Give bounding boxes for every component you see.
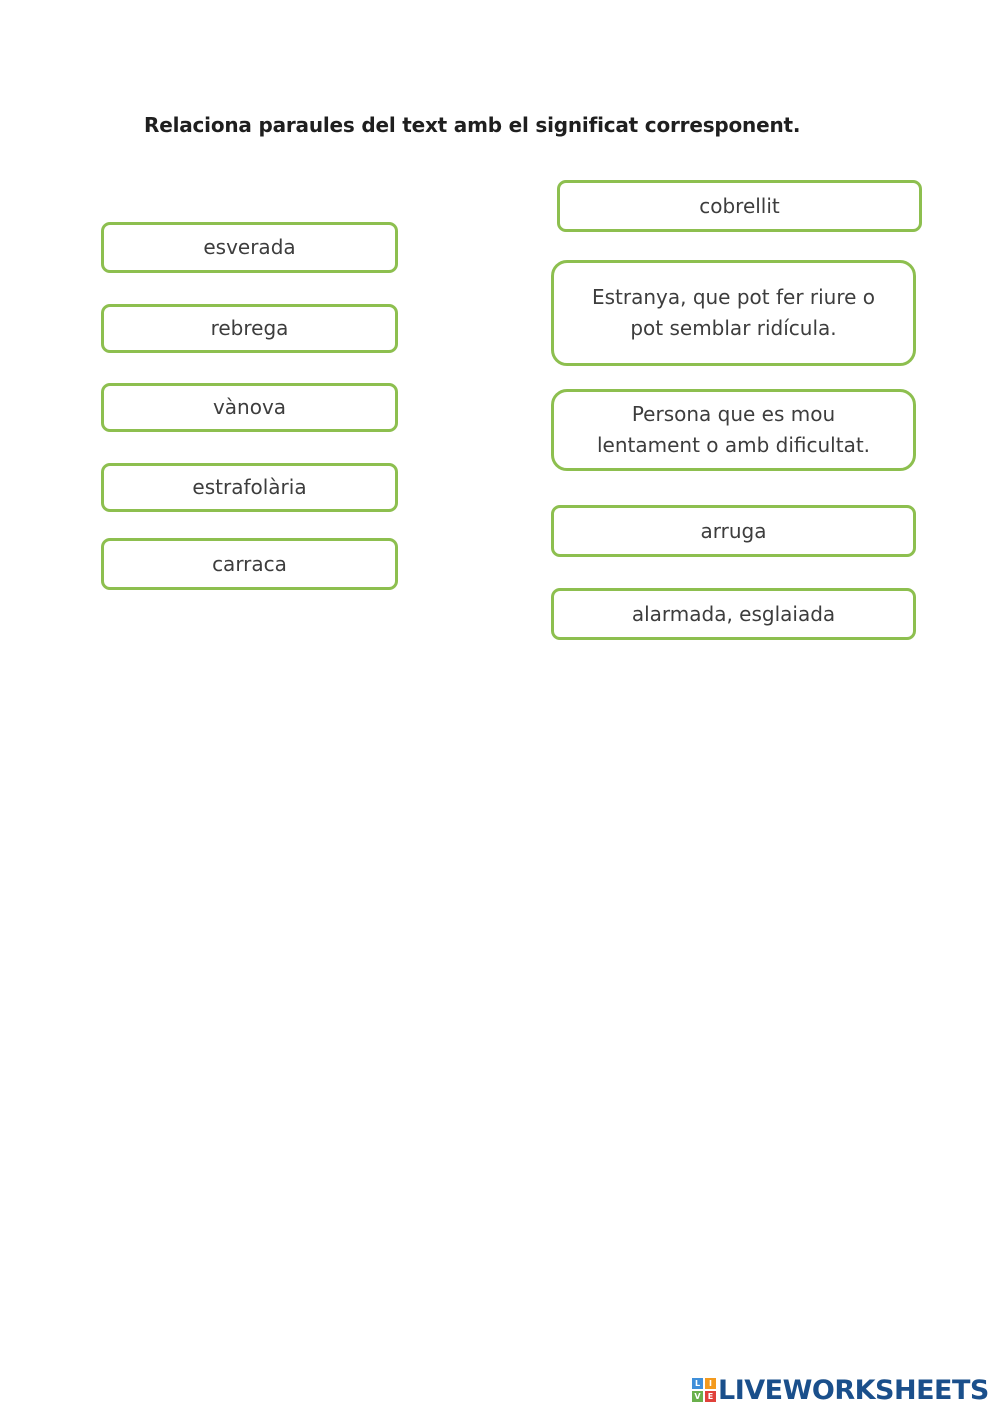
meaning-label: [592, 282, 875, 344]
meaning-line: Persona que es mou: [631, 402, 836, 426]
word-box-vanova[interactable]: [101, 383, 398, 432]
mark-cell: I: [705, 1378, 716, 1389]
word-box-esverada[interactable]: [101, 222, 398, 273]
word-box-estrafolaria[interactable]: [101, 463, 398, 512]
instruction-heading: Relaciona paraules del text amb el significat corresponent.: [144, 113, 801, 137]
meaning-line: Estranya, que pot fer riure o: [591, 285, 876, 309]
word-label: carraca: [212, 551, 287, 576]
meaning-label: arruga: [700, 518, 767, 543]
word-box-carraca[interactable]: [101, 538, 398, 590]
word-box-rebrega[interactable]: [101, 304, 398, 353]
meaning-label: [597, 399, 870, 461]
mark-cell: L: [692, 1378, 703, 1389]
meaning-box-cobrellit[interactable]: [557, 180, 922, 232]
meaning-label: alarmada, esglaiada: [631, 601, 836, 626]
mark-cell: E: [705, 1391, 716, 1402]
mark-cell: V: [692, 1391, 703, 1402]
word-label: esverada: [203, 235, 296, 259]
meaning-box-alarmada[interactable]: [551, 588, 916, 640]
liveworksheets-logo: [692, 1374, 989, 1406]
word-label: vànova: [212, 395, 287, 419]
meaning-box-arruga[interactable]: [551, 505, 916, 557]
logo-text: LIVEWORKSHEETS: [718, 1374, 989, 1406]
meaning-box-estranya[interactable]: [551, 260, 916, 366]
meaning-label: cobrellit: [699, 193, 780, 218]
word-label: rebrega: [210, 316, 289, 340]
liveworksheets-mark-icon: [692, 1378, 716, 1402]
meaning-line: lentament o amb dificultat.: [596, 433, 871, 457]
meaning-line: pot semblar ridícula.: [630, 316, 837, 340]
meaning-box-persona[interactable]: [551, 389, 916, 471]
word-label: estrafolària: [192, 475, 307, 499]
